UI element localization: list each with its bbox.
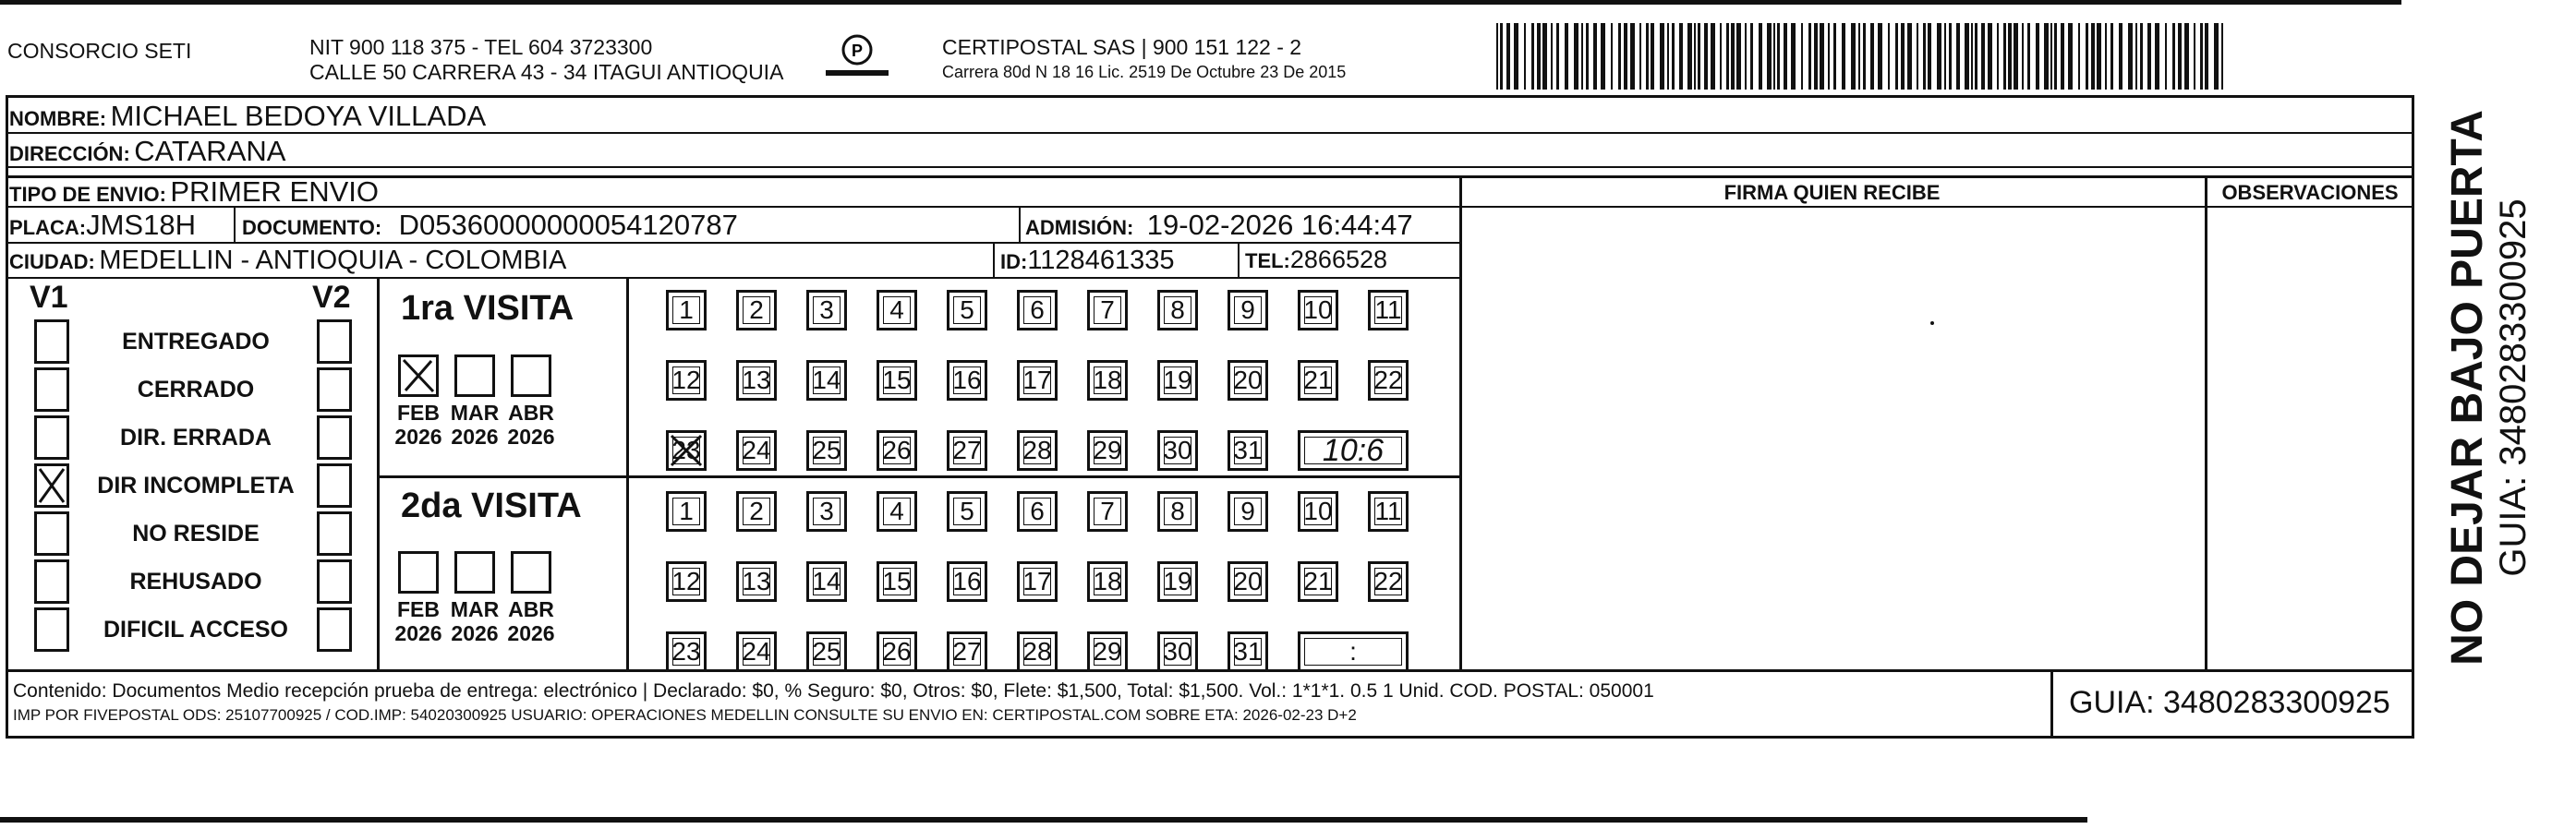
month-label: ABR 2026 [507, 597, 555, 645]
day-box[interactable]: 29 [1087, 430, 1128, 471]
barcode-bar [1679, 23, 1683, 90]
day-box[interactable]: 19 [1157, 360, 1198, 401]
month-checkbox[interactable] [454, 551, 495, 594]
barcode-bar [1698, 23, 1700, 90]
day-box[interactable]: 5 [947, 290, 987, 330]
month-label: FEB 2026 [394, 401, 442, 449]
barcode-bar [1630, 23, 1635, 90]
barcode-bar [2110, 23, 2113, 90]
barcode-bar [2022, 23, 2024, 90]
barcode-bar [1601, 23, 1605, 90]
col-divider [2205, 175, 2207, 671]
status-label: CERRADO [137, 377, 255, 402]
barcode-bar [2097, 23, 2101, 90]
barcode-bar [1870, 23, 1874, 90]
tel-value: 2866528 [1289, 246, 1388, 273]
id-row [1000, 246, 1174, 276]
signature-mark [1930, 321, 1934, 325]
barcode-bar [1759, 23, 1762, 90]
barcode-bar [2061, 23, 2064, 90]
barcode-bar [2214, 23, 2219, 90]
nombre-value: MICHAEL BEDOYA VILLADA [110, 100, 487, 132]
barcode-bar [2068, 23, 2073, 90]
barcode-bar [1833, 23, 1836, 90]
barcode-bar [1842, 23, 1845, 90]
day-box[interactable]: 24 [736, 631, 777, 672]
day-box[interactable]: 24 [736, 430, 777, 471]
barcode-bar [1907, 23, 1912, 90]
barcode-bar [1500, 23, 1503, 90]
tel-label: TEL: [1245, 249, 1290, 272]
month-label: ABR 2026 [507, 401, 555, 449]
day-box[interactable]: 15 [877, 561, 917, 602]
day-box[interactable]: 5 [947, 491, 987, 532]
day-box[interactable]: 19 [1157, 561, 1198, 602]
barcode-bar [1801, 23, 1803, 90]
day-box[interactable]: 30 [1157, 631, 1198, 672]
top-border [0, 0, 2401, 5]
barcode-bar [2155, 23, 2159, 90]
nombre-label: NOMBRE: [9, 107, 107, 130]
col-divider [234, 208, 236, 242]
day-box[interactable]: 12 [666, 360, 707, 401]
day-box[interactable]: 8 [1157, 491, 1198, 532]
barcode-bar [2140, 23, 2143, 90]
barcode-bar [1537, 23, 1541, 90]
admision-value: 19-02-2026 16:44:47 [1146, 209, 1413, 241]
day-box[interactable]: 1 [666, 290, 707, 330]
day-box[interactable]: 26 [877, 631, 917, 672]
day-box[interactable]: 2 [736, 290, 777, 330]
barcode-bar [2008, 23, 2012, 90]
day-box[interactable]: 14 [806, 561, 847, 602]
day-box[interactable]: 25 [806, 430, 847, 471]
barcode-bar [2178, 23, 2182, 90]
barcode-bar [1687, 23, 1692, 90]
barcode-bar [1672, 23, 1675, 90]
day-box[interactable]: 30 [1157, 430, 1198, 471]
col-divider [1238, 244, 1240, 277]
day-box[interactable]: 17 [1017, 561, 1058, 602]
day-box[interactable]: 28 [1017, 631, 1058, 672]
day-box[interactable]: 31 [1228, 430, 1268, 471]
day-box[interactable]: 16 [947, 360, 987, 401]
day-box[interactable]: 20 [1228, 561, 1268, 602]
day-box[interactable]: 7 [1087, 491, 1128, 532]
day-box[interactable]: 8 [1157, 290, 1198, 330]
col-divider [2050, 671, 2053, 739]
barcode-bar [1923, 23, 1926, 90]
barcode-bar [1956, 23, 1960, 90]
footer-guia: GUIA: 3480283300925 [2069, 685, 2390, 720]
day-box[interactable]: 18 [1087, 360, 1128, 401]
barcode-bar [1639, 23, 1641, 90]
documento-value: D05360000000054120787 [398, 209, 738, 241]
day-box[interactable]: 31 [1228, 631, 1268, 672]
barcode-bar [1704, 23, 1708, 90]
barcode-bar [1814, 23, 1818, 90]
nit-line: NIT 900 118 375 - TEL 604 3723300 [309, 35, 653, 59]
direccion-label: DIRECCIÓN: [9, 142, 130, 165]
day-box[interactable]: 20 [1228, 360, 1268, 401]
barcode-bar [1997, 23, 1999, 90]
admision-row [1025, 209, 1413, 242]
barcode-bar [1767, 23, 1772, 90]
day-box[interactable]: 12 [666, 561, 707, 602]
barcode-bar [1496, 23, 1498, 90]
direccion-row [9, 135, 285, 168]
ciudad-label: CIUDAD: [9, 250, 95, 273]
day-box[interactable]: 14 [806, 360, 847, 401]
barcode-bar [1828, 23, 1830, 90]
barcode-bar [1565, 23, 1568, 90]
license-line: Carrera 80d N 18 16 Lic. 2519 De Octubre 23 De 2015 [942, 63, 1347, 81]
month-checkbox[interactable] [398, 354, 439, 397]
ciudad-value: MEDELLIN - ANTIOQUIA - COLOMBIA [99, 246, 567, 275]
day-box[interactable]: 29 [1087, 631, 1128, 672]
month-checkbox[interactable] [511, 354, 551, 397]
visit-divider [628, 475, 1459, 478]
day-box[interactable]: 11 [1368, 290, 1409, 330]
side-panel [2420, 110, 2558, 666]
month-label: FEB 2026 [394, 597, 442, 645]
barcode-bar [2044, 23, 2049, 90]
time-box[interactable]: 10:6 [1298, 430, 1409, 471]
day-box[interactable]: 21 [1298, 561, 1338, 602]
barcode-bar [2105, 23, 2107, 90]
barcode-bar [1542, 23, 1547, 90]
barcode-bar [1791, 23, 1796, 90]
barcode-bar [1506, 23, 1510, 90]
footer-contenido: Contenido: Documentos Medio recepción prueba de entrega: electrónico | Declarado: $0, % Seguro: $0, Otros: $0, Flete: $1,500, Total: $1,500. Vol.: 1*1*1. 0.5 1 Unid. COD. POSTAL: 050001 [13, 680, 1654, 702]
documento-row [242, 209, 738, 242]
day-box[interactable]: 10 [1298, 491, 1338, 532]
barcode-bar [1988, 23, 1992, 90]
day-box[interactable]: 6 [1017, 491, 1058, 532]
barcode-bar [2200, 23, 2203, 90]
time-box[interactable]: : [1298, 631, 1409, 672]
svg-text:P: P [851, 42, 864, 60]
barcode-bar [1928, 23, 1931, 90]
barcode-bar [1556, 23, 1559, 90]
day-box[interactable]: 21 [1298, 360, 1338, 401]
barcode-bar [1551, 23, 1553, 90]
day-box[interactable]: 9 [1228, 491, 1268, 532]
barcode-bar [1863, 23, 1866, 90]
status-label: DIR INCOMPLETA [97, 473, 295, 499]
barcode-bar [1944, 23, 1946, 90]
barcode-bar [1965, 23, 1969, 90]
tipo-value: PRIMER ENVIO [170, 175, 380, 208]
side-warning: NO DEJAR BAJO PUERTA [2443, 110, 2492, 666]
status-label: ENTREGADO [122, 329, 270, 354]
barcode-bar [1574, 23, 1578, 90]
visit2-title: 2da VISITA [401, 487, 582, 525]
day-box[interactable]: 3 [806, 491, 847, 532]
tipo-row [9, 175, 379, 209]
barcode-bar [1611, 23, 1613, 90]
barcode-bar [2119, 23, 2122, 90]
tel-row [1245, 246, 1387, 274]
certipostal-logo [820, 33, 894, 85]
barcode-bar [2205, 23, 2208, 90]
carrier-line: CERTIPOSTAL SAS | 900 151 122 - 2 [942, 35, 1302, 59]
col-divider [1019, 208, 1021, 242]
ciudad-row [9, 246, 566, 276]
barcode-bar [1736, 23, 1741, 90]
barcode-bar [1726, 23, 1729, 90]
barcode-bar [1514, 23, 1518, 90]
barcode-bar [1694, 23, 1696, 90]
footer-imp: IMP POR FIVEPOSTAL ODS: 25107700925 / COD.IMP: 54020300925 USUARIO: OPERACIONES MEDELLIN CONSULTE SU ENVIO EN: CERTIPOSTAL.COM SOBRE ETA: 2026-02-23 D+2 [13, 706, 1357, 724]
col-divider [626, 279, 629, 669]
barcode-bar [1878, 23, 1882, 90]
day-box[interactable]: 26 [877, 430, 917, 471]
row-divider [6, 277, 1460, 279]
barcode-bar [1531, 23, 1534, 90]
barcode-bar [2194, 23, 2195, 90]
day-box[interactable]: 27 [947, 430, 987, 471]
day-box[interactable]: 25 [806, 631, 847, 672]
visit1-title: 1ra VISITA [401, 289, 574, 328]
barcode-bar [2014, 23, 2018, 90]
barcode-bar [1618, 23, 1621, 90]
day-box[interactable]: 18 [1087, 561, 1128, 602]
placa-row [9, 209, 196, 242]
row-divider [6, 166, 2414, 168]
barcode-bar [2091, 23, 2095, 90]
status-label: REHUSADO [129, 569, 262, 595]
bottom-border [0, 817, 2087, 823]
day-box[interactable]: 16 [947, 561, 987, 602]
barcode-bar [1524, 23, 1526, 90]
barcode-bar [2172, 23, 2175, 90]
day-box[interactable]: 13 [736, 360, 777, 401]
col-divider [377, 279, 380, 669]
company-name: CONSORCIO SETI [7, 39, 192, 63]
address-line: CALLE 50 CARRERA 43 - 34 ITAGUI ANTIOQUIA [309, 60, 784, 84]
barcode-bar [1937, 23, 1941, 90]
side-guia: GUIA: 3480283300925 [2493, 198, 2534, 577]
day-box[interactable]: 7 [1087, 290, 1128, 330]
barcode-bar [1720, 23, 1722, 90]
status-label: DIR. ERRADA [120, 425, 272, 451]
barcode-bar [1624, 23, 1627, 90]
documento-label: DOCUMENTO: [242, 216, 382, 239]
tipo-label: TIPO DE ENVIO: [9, 183, 166, 206]
barcode-bar [1711, 23, 1715, 90]
day-box[interactable]: 4 [877, 290, 917, 330]
barcode-bar [1858, 23, 1860, 90]
day-box[interactable]: 27 [947, 631, 987, 672]
barcode-bar [1851, 23, 1856, 90]
barcode-bar [1975, 23, 1977, 90]
barcode-bar [2184, 23, 2189, 90]
barcode-bar [1731, 23, 1735, 90]
barcode-bar [1971, 23, 1973, 90]
day-box[interactable]: 2 [736, 491, 777, 532]
barcode-bar [1646, 23, 1649, 90]
day-box[interactable]: 17 [1017, 360, 1058, 401]
barcode-bar [1949, 23, 1952, 90]
day-box[interactable]: 3 [806, 290, 847, 330]
barcode-bar [2036, 23, 2039, 90]
day-box[interactable]: 23 [666, 430, 707, 471]
barcode-bar [1750, 23, 1753, 90]
barcode-bar [2078, 23, 2080, 90]
firma-header: FIRMA QUIEN RECIBE [1723, 181, 1941, 204]
month-checkbox[interactable] [511, 551, 551, 594]
col-divider [993, 244, 995, 277]
barcode-bar [2221, 23, 2223, 90]
day-box[interactable]: 9 [1228, 290, 1268, 330]
status-label: NO RESIDE [132, 521, 260, 547]
day-box[interactable]: 11 [1368, 491, 1409, 532]
day-box[interactable]: 6 [1017, 290, 1058, 330]
barcode-bar [2147, 23, 2151, 90]
day-box[interactable]: 23 [666, 631, 707, 672]
admision-label: ADMISIÓN: [1025, 216, 1134, 239]
barcode-bar [2086, 23, 2088, 90]
barcode-bar [1586, 23, 1589, 90]
v2-label: V2 [312, 280, 351, 315]
placa-label: PLACA: [9, 216, 87, 239]
barcode-bar [1901, 23, 1905, 90]
placa-value: JMS18H [86, 209, 196, 241]
barcode-bar [1888, 23, 1890, 90]
day-box[interactable]: 22 [1368, 561, 1409, 602]
day-box[interactable]: 1 [666, 491, 707, 532]
barcode-bar [1667, 23, 1669, 90]
barcode-bar [1581, 23, 1583, 90]
day-box[interactable]: 10 [1298, 290, 1338, 330]
barcode-bar [1784, 23, 1787, 90]
barcode-bar [2128, 23, 2133, 90]
barcode-bar [1593, 23, 1597, 90]
month-checkbox[interactable] [454, 354, 495, 397]
id-label: ID: [1000, 250, 1028, 273]
barcode-bar [1981, 23, 1985, 90]
barcode [1496, 23, 2235, 92]
month-label: MAR 2026 [450, 597, 500, 645]
barcode-bar [1773, 23, 1775, 90]
day-box[interactable]: 13 [736, 561, 777, 602]
observaciones-header: OBSERVACIONES [2221, 181, 2399, 204]
col-divider [1459, 175, 1462, 671]
barcode-bar [2027, 23, 2030, 90]
barcode-bar [1820, 23, 1824, 90]
month-label: MAR 2026 [450, 401, 500, 449]
id-value: 1128461335 [1027, 246, 1175, 275]
status-label: DIFICIL ACCESO [103, 617, 288, 643]
direccion-value: CATARANA [134, 135, 286, 167]
v1-label: V1 [30, 280, 68, 315]
barcode-bar [2165, 23, 2167, 90]
barcode-bar [2050, 23, 2052, 90]
day-box[interactable]: 4 [877, 491, 917, 532]
row-divider [6, 242, 1460, 244]
visit-divider [377, 475, 628, 478]
barcode-bar [1651, 23, 1654, 90]
day-box[interactable]: 22 [1368, 360, 1409, 401]
barcode-bar [2054, 23, 2057, 90]
barcode-bar [1808, 23, 1811, 90]
month-checkbox[interactable] [398, 551, 439, 594]
barcode-bar [1895, 23, 1898, 90]
barcode-bar [1745, 23, 1747, 90]
nombre-row [9, 100, 486, 133]
barcode-bar [1917, 23, 1918, 90]
side-text-block [2444, 110, 2534, 666]
barcode-bar [1777, 23, 1780, 90]
barcode-bar [2003, 23, 2006, 90]
day-box[interactable]: 28 [1017, 430, 1058, 471]
day-box[interactable]: 15 [877, 360, 917, 401]
barcode-bar [2135, 23, 2137, 90]
barcode-bar [1660, 23, 1664, 90]
